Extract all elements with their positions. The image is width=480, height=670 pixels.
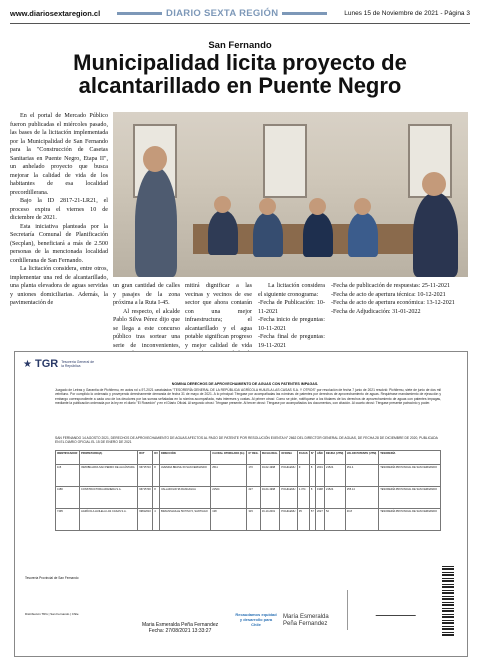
table-cell: BRAUNSHULLE 56 PISO 5, SANTIAGO <box>160 509 211 531</box>
article-column-5 <box>331 282 466 316</box>
table-cell: 255.14 <box>345 487 378 509</box>
article-headline: Municipalidad licita proyecto de alcantarillado en Puente Negro <box>73 50 407 98</box>
photo-window <box>263 124 307 198</box>
table-row <box>56 487 441 509</box>
table-header: N° <box>309 451 315 465</box>
article-column-4 <box>258 282 325 350</box>
tgr-logo-subtitle: Tesorería General de la República <box>61 360 95 368</box>
table-cell: 8 <box>153 487 160 509</box>
notice-footer-office: Tesorería Provincial de San Fernando <box>25 576 79 580</box>
table-cell: 04-04-1998 <box>260 487 279 509</box>
notice-title: NOMINA DERECHOS DE APROVECHAMIENTO DE AGUAS CON PATENTES IMPAGAS. <box>171 382 319 386</box>
table-cell: PICHILEMU <box>280 509 298 531</box>
photo-head <box>259 198 276 215</box>
table-cell: 315 <box>247 509 260 531</box>
table-cell: 138 <box>211 509 247 531</box>
paragraph: mitirá dignificar a las vecinas y vecinos de ese sector que ahora contarán con una mejor infraestructura; el alcantarillado y el agua potable significan progreso y mejor calidad de vida <box>185 283 252 349</box>
table-cell: 16-10-2001 <box>260 509 279 531</box>
photo-person <box>208 210 238 255</box>
table-cell: 2001 <box>316 465 325 487</box>
legal-notice <box>14 351 468 657</box>
schedule-item: -Fecha de Adjudicación: 31-01-2022 <box>331 308 421 315</box>
schedule-item: -Fecha de publicación de respuestas: 25-11-2021 <box>331 283 451 289</box>
table-cell: 4 <box>153 509 160 531</box>
table-cell: 04-02-1998 <box>260 465 279 487</box>
photo-head <box>214 196 231 213</box>
table-header: FECHA REG. <box>260 451 279 465</box>
masthead-bar-left <box>117 12 162 15</box>
patent-table <box>55 450 441 531</box>
signature-name-stamp: María Esmeralda Peña Fernandez <box>283 614 329 627</box>
table-cell: 96715730 <box>138 487 153 509</box>
table-header-row <box>56 451 441 465</box>
table-cell: 227 <box>247 487 260 509</box>
tgr-logo <box>23 358 95 370</box>
photo-person <box>303 212 333 257</box>
table-cell: TESORERÍA PROVINCIAL DE SAN FERNANDO <box>379 487 441 509</box>
table-cell: 9 <box>297 465 309 487</box>
article-photo <box>113 112 468 277</box>
electronic-signature <box>142 622 218 634</box>
table-cell: 96715710 <box>138 465 153 487</box>
paragraph: La licitación considera el siguiente cronograma: <box>258 283 325 298</box>
table-cell: 1.374 <box>297 487 309 509</box>
table-cell: 46.8 <box>345 509 378 531</box>
issue-date-page: Lunes 15 de Noviembre de 2021 - Página 3 <box>344 9 470 17</box>
paragraph: Esta iniciativa planteada por la Secretaría Comunal de Planificación (Secplan), beneficiará a más de 2.500 personas de la mencionada localidad cordillerana de San Fernando. <box>10 223 108 264</box>
header-rule <box>10 23 470 24</box>
schedule-item: -Fecha final de preguntas: 19-11-2021 <box>258 334 325 349</box>
table-header: FOJAS <box>297 451 309 465</box>
table-cell: 8 <box>309 465 315 487</box>
photo-person <box>135 167 177 277</box>
table-cell: AGRÍCOLA HUILELA LAS CASAS S.A. <box>80 509 138 531</box>
masthead-bar-right <box>282 12 327 15</box>
article-kicker: San Fernando <box>208 40 272 51</box>
schedule-item: -Fecha inicio de preguntas: 10-11-2021 <box>258 317 325 332</box>
table-header: CAUDAL OTORGADO (l/s) <box>211 451 247 465</box>
table-cell: AVENIDA BRASIL 69 SAN FERNANDO <box>160 465 211 487</box>
photo-head <box>309 198 326 215</box>
table-header: DEUDA (UTM) <box>325 451 346 465</box>
table-cell: PICHILEMU <box>280 465 298 487</box>
table-cell: TESORERÍA PROVINCIAL DE SAN FERNANDO <box>379 509 441 531</box>
paragraph: En el portal de Mercado Público fueron publicadas el miércoles pasado, las bases de la licitación implementada por la Municipalidad de San Fernando para la "Construcción de Casetas Sanitarias en Puente Negro, Etapa II", un anhelado proyecto que busca mejorar la calidad de vida de los habitantes de esa localidad precordillerana. <box>10 113 108 196</box>
table-cell: 251.4 <box>345 465 378 487</box>
photo-person <box>413 192 458 277</box>
schedule-item: -Fecha de acto de apertura económica: 13-12-2021 <box>331 300 455 306</box>
table-cell: 8 <box>153 465 160 487</box>
barcode-icon <box>442 566 454 636</box>
paragraph: Al respecto, el alcalde Pablo Silva Pérez dijo que se llega a este concurso público tras sortear una serie de inconvenientes, <box>113 308 180 349</box>
handwritten-signature <box>376 597 423 616</box>
signer-name: Maria Esmeralda Peña Fernandez <box>142 622 219 628</box>
table-cell: 170 <box>247 465 260 487</box>
table-header: IDENTIFICADOR <box>56 451 80 465</box>
table-cell: 99812610 <box>138 509 153 531</box>
table-cell: 52 <box>325 509 346 531</box>
article-column-2 <box>113 282 180 359</box>
table-cell: 21524 <box>325 465 346 487</box>
table-header: TESORERÍA <box>379 451 441 465</box>
schedule-item: -Fecha de Publicación: 10-11-2021 <box>258 300 325 315</box>
table-cell: 21524 <box>211 487 247 509</box>
table-header: RUT <box>138 451 153 465</box>
table-cell: 2511 <box>211 465 247 487</box>
table-cell: 57 <box>309 509 315 531</box>
table-cell: 21524 <box>325 487 346 509</box>
paragraph: Bajo la ID 2817-21-LR21, el proceso expira el viernes 10 de diciembre de 2021. <box>10 198 108 221</box>
table-header: OFICINA <box>280 451 298 465</box>
table-header: N° REG. <box>247 451 260 465</box>
notice-body: Juzgado de Letras y Garantía de Pichilemu, en autos rol c-97-2021 caratulados "TESORERÍA GENERAL DE LA REPÚBLICA/ AGRÍCOLA HUILELA LAS CASAS S.A. Y OTROS" por resolución de fecha 7 junio de 2021 resolvió: Pichilemu, siete de junio de dos mil veintiuno. Por cumplido lo ordenado y proveyendo derechamente demanda de fecha 31 de mayo de 2021. A lo principal: Téngase por acompañadas las nóminas de patentes por derechos de aprovechamiento de aguas. Requiérase mandamiento de ejecución y embargo correspondiente a cada uno de los deudores por las sumas señaladas en la nómina acompañada, más intereses y costas. Al primer otrosí: Como se pide, notifíquese a los titulares de los derechos de aprovechamiento de aguas con patentes impagas, mediante la publicación ordenada por la ley en el diario "El Rosedón" y en el Diario Oficial. Al segundo otrosí: Téngase presente. Al tercer otrosí: Téngase por acompañados los documentos, con citación. Al cuarto otrosí: Téngase presente patrocinio y poder. <box>55 388 441 405</box>
photo-head <box>422 172 446 196</box>
table-cell: PICHILEMU <box>280 487 298 509</box>
star-icon: ★ <box>23 358 32 370</box>
table-header: AÑO <box>316 451 325 465</box>
table-cell: 4186 <box>56 487 80 509</box>
table-cell: CONSTRUCTORA ARANEDA S.A. <box>80 487 138 509</box>
signature-date: Fecha: 27/08/2021 13:33:27 <box>148 628 212 634</box>
page-header <box>10 4 470 22</box>
masthead-title: DIARIO SEXTA REGIÓN <box>166 7 279 19</box>
table-cell: 115 <box>56 465 80 487</box>
table-row <box>56 509 441 531</box>
table-cell: 8 <box>309 487 315 509</box>
table-header: DV <box>153 451 160 465</box>
table-cell: 35 <box>297 509 309 531</box>
photo-person <box>348 212 378 257</box>
table-cell: INMOBILIARIA SAN PEDRO DE ALCÁNTARA <box>80 465 138 487</box>
table-cell: TESORERÍA PROVINCIAL DE SAN FERNANDO <box>379 465 441 487</box>
table-header: PROPIETARIO(A) <box>80 451 138 465</box>
tgr-logo-text: TGR <box>34 358 59 370</box>
tgr-slogan: Recaudamos equidad y desarrollo para Chile <box>235 612 277 627</box>
table-cell: VALLADOLID 96 RANCAGUA <box>160 487 211 509</box>
table-cell: 2027 <box>316 509 325 531</box>
photo-head <box>354 198 371 215</box>
paragraph: un gran cantidad de calles y pasajes de la zona próxima a la Ruta I-45. <box>113 283 180 306</box>
table-header: VALOR PATENTE (UTM) <box>345 451 378 465</box>
photo-head <box>143 146 167 172</box>
masthead <box>117 8 327 19</box>
article-column-1 <box>10 112 108 308</box>
table-cell: 1998 <box>316 487 325 509</box>
paragraph: La licitación considera, entre otros, implementar una red de alcantarillado, una planta elevadora de aguas servidas y uniones domiciliarias. Además, la pavimentación de <box>10 266 108 306</box>
table-cell: 7495 <box>56 509 80 531</box>
site-url[interactable]: www.diariosextaregion.cl <box>10 8 101 18</box>
photo-person <box>253 212 283 257</box>
notice-footer-docs: Distribución TRG | San Fernando | Chile <box>25 612 79 616</box>
table-row <box>56 465 441 487</box>
schedule-item: -Fecha de acto de apertura técnica: 10-12-2021 <box>331 291 446 298</box>
notice-subtitle: SAN FERNANDO 14 AGOSTO 2021, DERECHOS DE APROVECHAMIENTO DE AGUAS AFECTOS AL PAGO DE PATENTE POR RESOLUCIÓN EXENTA N° 2662 DEL DIRECTOR GENERAL DE AGUAS, DE FECHA 28 DE DICIEMBRE DE 2020, PUBLICADA EN EL DIARIO OFICIAL EL 15 DE ENERO DE 2021 <box>55 436 438 445</box>
table-header: DIRECCIÓN <box>160 451 211 465</box>
